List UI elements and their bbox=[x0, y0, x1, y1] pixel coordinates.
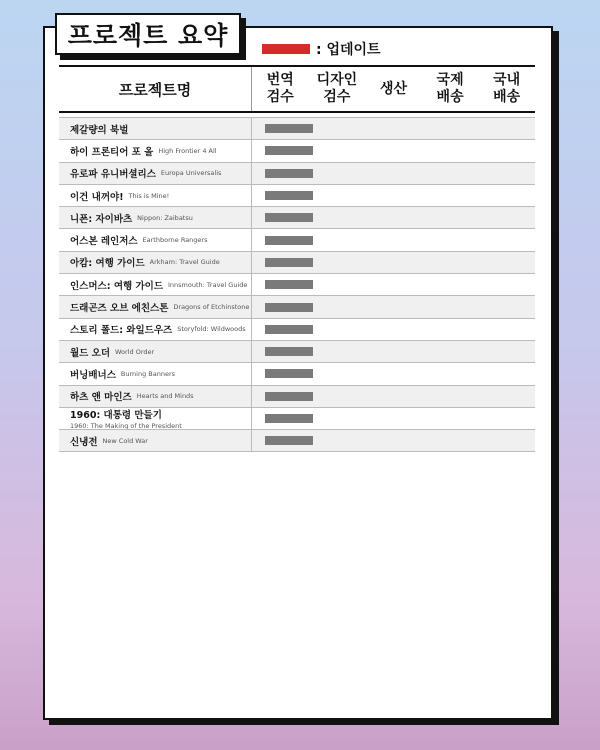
project-name-korean: 1960: 대통령 만들기 bbox=[70, 410, 162, 422]
project-name-english: Innsmouth: Travel Guide bbox=[168, 280, 248, 289]
project-name-korean: 어스본 레인저스 bbox=[70, 236, 138, 248]
header-design-review: 디자인 검수 bbox=[316, 72, 358, 105]
project-name-korean: 드래곤즈 오브 에친스톤 bbox=[70, 303, 169, 315]
project-name-cell bbox=[59, 408, 252, 429]
table-row bbox=[59, 140, 535, 162]
status-cells bbox=[252, 319, 535, 340]
progress-bar bbox=[265, 303, 313, 312]
project-name-cell bbox=[59, 296, 252, 317]
status-cells bbox=[252, 408, 535, 429]
status-cells bbox=[252, 140, 535, 161]
legend-label: : 업데이트 bbox=[316, 42, 381, 58]
progress-bar bbox=[265, 347, 313, 356]
table-body bbox=[59, 117, 535, 452]
project-name-korean: 스토리 폴드: 와일드우즈 bbox=[70, 325, 173, 337]
legend bbox=[262, 40, 381, 58]
project-name-korean: 제갈량의 북벌 bbox=[70, 124, 129, 136]
page-title: 프로젝트 요약 bbox=[55, 13, 241, 55]
project-name-cell bbox=[59, 229, 252, 250]
project-name-english: High Frontier 4 All bbox=[158, 146, 217, 155]
project-name-cell bbox=[59, 207, 252, 228]
project-name-english: Hearts and Minds bbox=[136, 392, 194, 401]
status-cells bbox=[252, 341, 535, 362]
table-row bbox=[59, 386, 535, 408]
status-cells bbox=[252, 274, 535, 295]
status-cells bbox=[252, 363, 535, 384]
project-name-cell bbox=[59, 252, 252, 273]
project-name-cell bbox=[59, 140, 252, 161]
project-name-cell bbox=[59, 341, 252, 362]
progress-bar bbox=[265, 191, 313, 200]
progress-bar bbox=[265, 414, 313, 423]
project-name-cell bbox=[59, 185, 252, 206]
project-name-cell bbox=[59, 363, 252, 384]
project-name-cell bbox=[59, 163, 252, 184]
project-name-korean: 버닝배너스 bbox=[70, 369, 116, 381]
status-cells bbox=[252, 386, 535, 407]
project-name-english: Storyfold: Wildwoods bbox=[177, 325, 246, 334]
table-row bbox=[59, 207, 535, 229]
header-international-shipping: 국제 배송 bbox=[436, 72, 464, 105]
status-cells bbox=[252, 118, 535, 139]
header-project-name: 프로젝트명 bbox=[59, 67, 252, 111]
project-name-english: Europa Universalis bbox=[160, 169, 222, 178]
project-name-korean: 아캄: 여행 가이드 bbox=[70, 258, 145, 270]
status-cells bbox=[252, 207, 535, 228]
project-name-english: World Order bbox=[115, 347, 155, 356]
project-name-english: Burning Banners bbox=[120, 369, 176, 378]
progress-bar bbox=[265, 280, 313, 289]
progress-bar bbox=[265, 124, 313, 133]
project-name-cell bbox=[59, 118, 252, 139]
table-row bbox=[59, 296, 535, 318]
project-name-korean: 유로파 유니버셜리스 bbox=[70, 169, 156, 181]
progress-bar bbox=[265, 146, 313, 155]
status-cells bbox=[252, 163, 535, 184]
status-cells bbox=[252, 185, 535, 206]
progress-bar bbox=[265, 436, 313, 445]
progress-bar bbox=[265, 258, 313, 267]
table-row bbox=[59, 363, 535, 385]
project-name-cell bbox=[59, 274, 252, 295]
header-translation-review: 번역 검수 bbox=[266, 72, 294, 105]
project-name-korean: 이건 내꺼야! bbox=[70, 191, 124, 203]
project-name-korean: 인스머스: 여행 가이드 bbox=[70, 280, 164, 292]
header-domestic-shipping: 국내 배송 bbox=[493, 72, 521, 105]
table-row bbox=[59, 185, 535, 207]
project-name-english: Nippon: Zaibatsu bbox=[137, 213, 193, 222]
project-name-cell bbox=[59, 386, 252, 407]
legend-swatch bbox=[262, 44, 310, 54]
project-table bbox=[59, 65, 535, 452]
table-header bbox=[59, 67, 535, 113]
table-row bbox=[59, 274, 535, 296]
table-row bbox=[59, 163, 535, 185]
project-name-english: 1960: The Making of the President bbox=[70, 422, 182, 430]
project-name-cell bbox=[59, 430, 252, 451]
table-row bbox=[59, 319, 535, 341]
header-status-columns bbox=[252, 67, 535, 111]
progress-bar bbox=[265, 369, 313, 378]
status-cells bbox=[252, 430, 535, 451]
project-name-korean: 하츠 앤 마인즈 bbox=[70, 392, 132, 404]
table-row bbox=[59, 229, 535, 251]
status-cells bbox=[252, 252, 535, 273]
table-row bbox=[59, 118, 535, 140]
progress-bar bbox=[265, 392, 313, 401]
project-name-english: Dragons of Etchinstone bbox=[173, 303, 250, 312]
table-row bbox=[59, 341, 535, 363]
project-name-english: This is Mine! bbox=[128, 191, 170, 200]
status-cells bbox=[252, 229, 535, 250]
project-name-korean: 월드 오더 bbox=[70, 347, 111, 359]
progress-bar bbox=[265, 236, 313, 245]
header-production: 생산 bbox=[379, 80, 408, 97]
project-name-korean: 신냉전 bbox=[70, 436, 98, 448]
progress-bar bbox=[265, 169, 313, 178]
project-name-english: Earthborne Rangers bbox=[142, 236, 208, 245]
table-row bbox=[59, 252, 535, 274]
table-row bbox=[59, 408, 535, 430]
project-name-english: Arkham: Travel Guide bbox=[149, 258, 220, 267]
project-name-korean: 하이 프론티어 포 올 bbox=[70, 146, 154, 158]
progress-bar bbox=[265, 325, 313, 334]
project-name-korean: 니폰: 자이바츠 bbox=[70, 213, 133, 225]
project-name-english: New Cold War bbox=[102, 436, 148, 445]
project-name-cell bbox=[59, 319, 252, 340]
table-row bbox=[59, 430, 535, 452]
progress-bar bbox=[265, 213, 313, 222]
status-cells bbox=[252, 296, 535, 317]
